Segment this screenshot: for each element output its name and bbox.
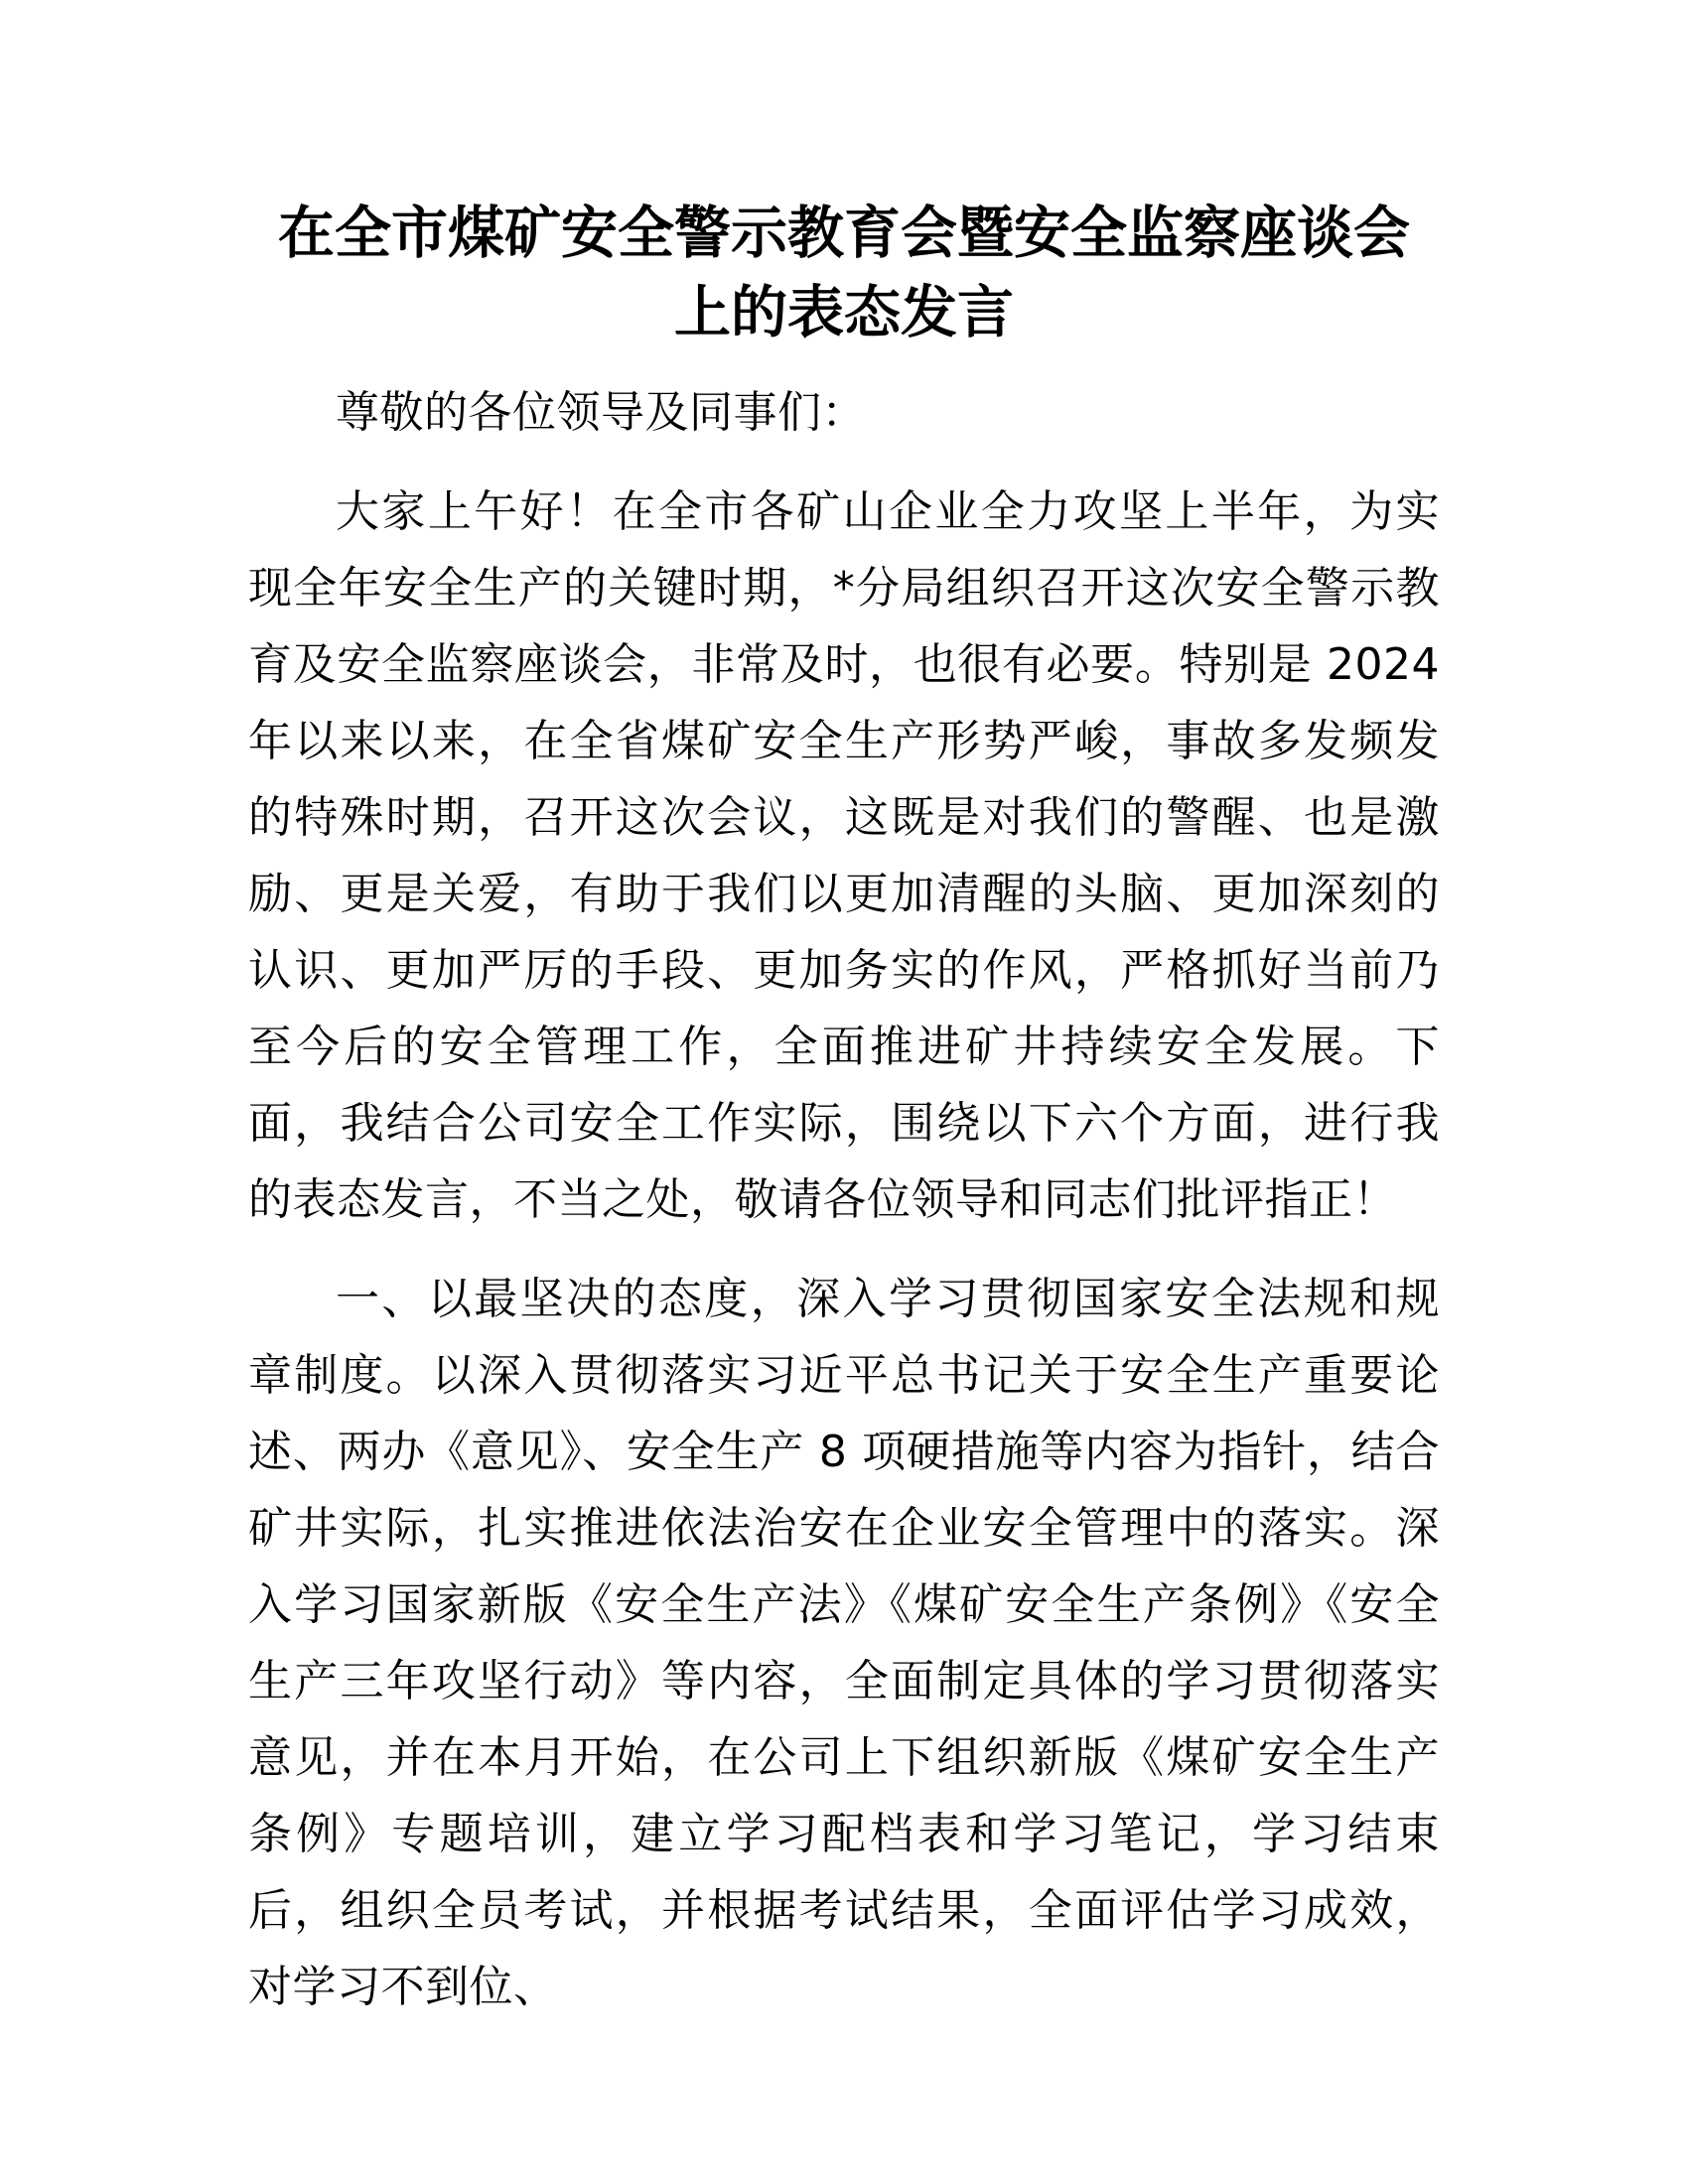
document-title-line1: 在全市煤矿安全警示教育会暨安全监察座谈会 — [278, 201, 1410, 266]
document-body — [248, 374, 1440, 2025]
document-title-line2: 上的表态发言 — [674, 280, 1014, 345]
paragraph-section-one: 一、以最坚决的态度，深入学习贯彻国家安全法规和规章制度。以深入贯彻落实习近平总书记关于安全生产重要论述、两办《意见》、安全生产 8 项硬措施等内容为指针，结合矿井实际，扎实推进依法治安在企业安全管理中的落实。深入学习国家新版《安全生产法》《煤矿安全生产条例》《安全生产三年攻坚行动》等内容，全面制定具体的学习贯彻落实意见，并在本月开始，在公司上下组织新版《煤矿安全生产条例》专题培训，建立学习配档表和学习笔记，学习结束后，组织全员考试，并根据考试结果，全面评估学习成效，对学习不到位、 — [248, 1274, 1440, 2012]
salutation: 尊敬的各位领导及同事们： — [336, 387, 866, 438]
document-title — [248, 194, 1440, 352]
paragraph-opening: 大家上午好！在全市各矿山企业全力攻坚上半年，为实现全年安全生产的关键时期，*分局组织召开这次安全警示教育及安全监察座谈会，非常及时，也很有必要。特别是 2024 年以来以来，在全省煤矿安全生产形势严峻，事故多发频发的特殊时期，召开这次会议，这既是对我们的警醒、也是激励、更是关爱，有助于我们以更加清醒的头脑、更加深刻的认识、更加严厉的手段、更加务实的作风，严格抓好当前乃至今后的安全管理工作，全面推进矿井持续安全发展。下面，我结合公司安全工作实际，围绕以下六个方面，进行我的表态发言，不当之处，敬请各位领导和同志们批评指正！ — [248, 486, 1440, 1225]
